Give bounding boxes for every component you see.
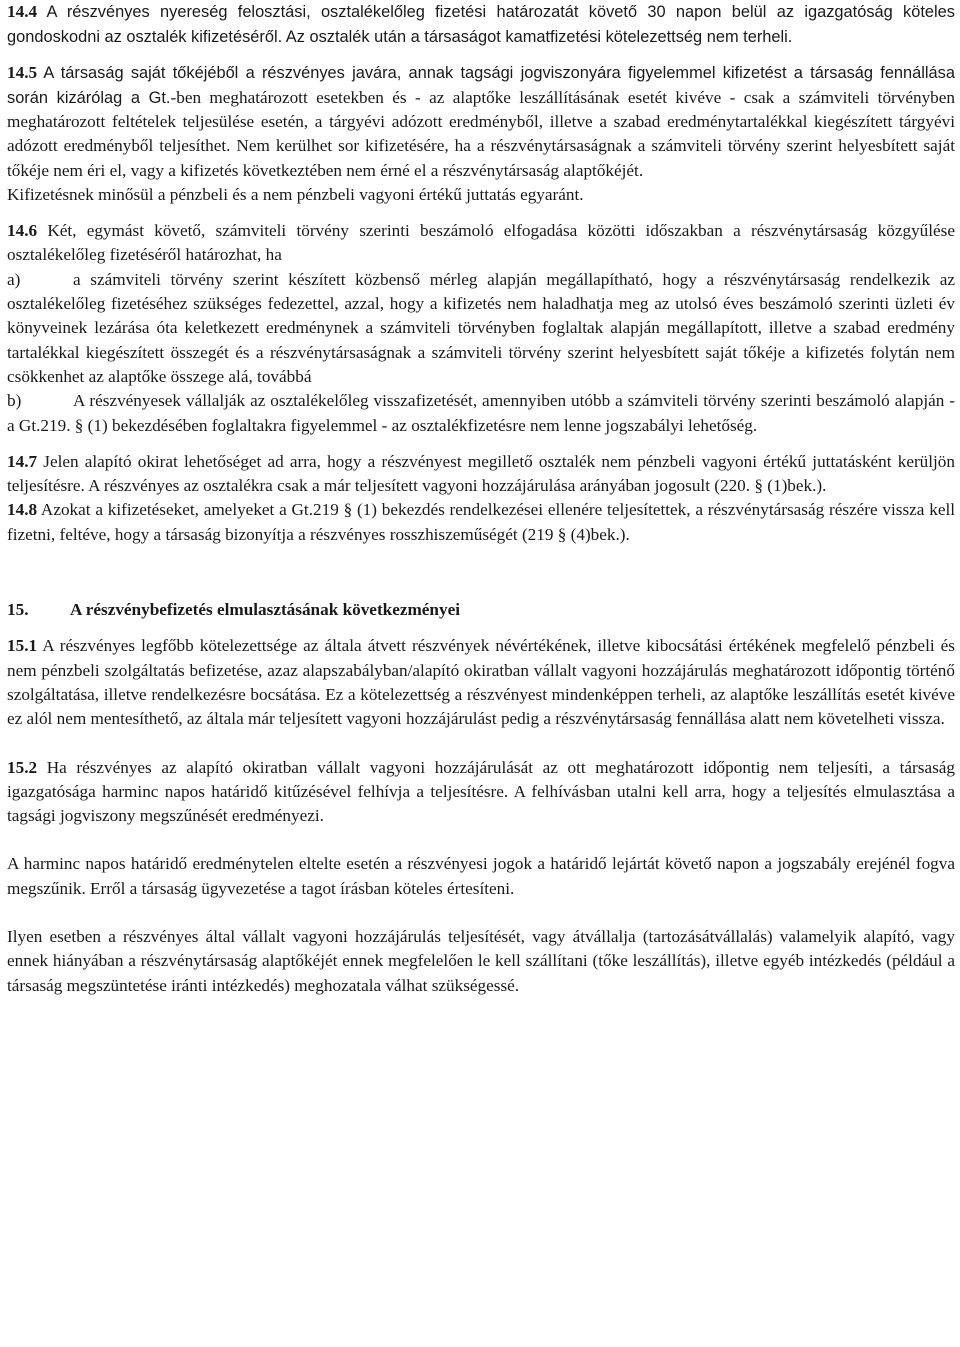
paragraph-number: 14.6 bbox=[7, 221, 38, 241]
paragraph-number: 15.2 bbox=[7, 757, 38, 777]
paragraph-14-7 bbox=[7, 450, 955, 499]
paragraph-14-5 bbox=[7, 61, 955, 183]
paragraph-14-4 bbox=[7, 0, 955, 49]
paragraph-consequence: Ilyen esetben a részvényes által vállalt vagyoni hozzájárulás teljesítését, vagy átvállalja (tartozásátvállalás) valamelyik alapító, vagy ennek hiányában a részvénytársaság alaptőkéjét ennek megfelelően le kell szállítani (tőke leszállítás), illetve egyéb intézkedés (például a társaság megszüntetése iránti intézkedés) meghozatala válhat szükségessé. bbox=[7, 927, 955, 995]
paragraph-number: 14.4 bbox=[7, 2, 38, 21]
item-label: a) bbox=[7, 269, 21, 289]
paragraph-text: Azokat a kifizetéseket, amelyeket a Gt.219 § (1) bekezdés rendelkezései ellenére teljesítettek, a részvénytársaság részére vissza kell fizetni, feltéve, hogy a társaság bizonyítja a részvényes rosszhiszeműségét (219 § (4)bek.). bbox=[7, 500, 955, 544]
paragraph-15-2 bbox=[7, 756, 955, 829]
paragraph-14-6-item-b bbox=[7, 389, 955, 438]
paragraph-14-6 bbox=[7, 219, 955, 268]
document-page bbox=[7, 0, 955, 998]
item-text: A részvényesek vállalják az osztalékelőleg visszafizetését, amennyiben utóbb a számviteli törvény szerinti beszámoló alapján - a Gt.219. § (1) bekezdésében foglaltakra figyelemmel - az osztalékfizetésre nem lenne jogszabályi lehetőség. bbox=[7, 391, 955, 435]
paragraph-15-1 bbox=[7, 634, 955, 731]
paragraph-number: 15.1 bbox=[7, 636, 38, 656]
paragraph-text: A társaság saját tőkéjéből a részvényes javára, annak tagsági jogviszonyára figyelemmel kifizetést a társaság fennállása során kizárólag a Gt. bbox=[7, 64, 955, 107]
paragraph-number: 14.5 bbox=[7, 63, 38, 82]
paragraph-14-5-note: Kifizetésnek minősül a pénzbeli és a nem pénzbeli vagyoni értékű juttatás egyaránt. bbox=[7, 184, 584, 204]
paragraph-text: A részvényes nyereség felosztási, osztalékelőleg fizetési határozatát követő 30 napon belül az igazgatóság köteles gondoskodni az osztalék kifizetéséről. Az osztalék után a társaságot kamatfizetési kötelezettség nem terheli. bbox=[7, 3, 955, 46]
item-label: b) bbox=[7, 391, 22, 411]
section-title: A részvénybefizetés elmulasztásának következményei bbox=[70, 600, 460, 620]
section-number: 15. bbox=[7, 600, 29, 620]
paragraph-number: 14.8 bbox=[7, 500, 38, 520]
paragraph-text: Jelen alapító okirat lehetőséget ad arra, hogy a részvényest megillető osztalék nem pénzbeli vagyoni értékű juttatásként kerüljön teljesítésre. A részvényes az osztalékra csak a már teljesített vagyoni hozzájárulása arányában jogosult (220. § (1)bek.). bbox=[7, 451, 955, 496]
paragraph-text-continued: -ben meghatározott esetekben és - az alaptőke leszállításának esetét kivéve - csak a számviteli törvényben meghatározott feltételek teljesülése esetén, a tárgyévi adózott eredményből, illetve a szabad eredménytartalékkal kiegészített tárgyévi adózott eredményből teljesíthet. Nem kerülhet sor kifizetésére, ha a részvénytársaságnak a számviteli törvény szerint helyesbített saját tőkéje nem éri el, vagy a kifizetés következtében nem érné el a részvénytársaság alaptőkéjét. bbox=[7, 87, 956, 180]
section-heading-15 bbox=[7, 598, 955, 622]
paragraph-text: Ha részvényes az alapító okiratban vállalt vagyoni hozzájárulását az ott meghatározott időpontig nem teljesíti, a társaság igazgatósága harminc napos határidő kitűzésével felhívja a teljesítésre. A felhívásban utalni kell arra, hogy a teljesítés elmulasztása a tagsági jogviszony megszűnését eredményezi. bbox=[7, 757, 955, 826]
paragraph-number: 14.7 bbox=[7, 451, 38, 471]
paragraph-text: Két, egymást követő, számviteli törvény szerinti beszámoló elfogadása közötti időszakban a részvénytársaság közgyűlése osztalékelőleg fizetéséről határozhat, ha bbox=[7, 221, 955, 265]
paragraph-text: A részvényes legfőbb kötelezettsége az általa átvett részvények névértékének, illetve kibocsátási értékének megfelelő pénzbeli és nem pénzbeli szolgáltatás befizetése, azaz alapszabályban/alapító okiratban vállalt vagyoni hozzájárulás meghatározott időpontig történő szolgáltatása, illetve rendelkezésre bocsátása. Ez a kötelezettség a részvényest mindenképpen terheli, az alaptőke leszállítás esetét kivéve ez alól nem mentesíthető, az általa már teljesített vagyoni hozzájárulást pedig a részvénytársaság fennállása alatt nem követelheti vissza. bbox=[7, 636, 955, 729]
paragraph-14-8 bbox=[7, 498, 955, 547]
paragraph-deadline: A harminc napos határidő eredménytelen eltelte esetén a részvényesi jogok a határidő lejártát követő napon a jogszabály erejénél fogva megszűnik. Erről a társaság ügyvezetése a tagot írásban köteles értesíteni. bbox=[7, 854, 955, 898]
item-text: a számviteli törvény szerint készített közbenső mérleg alapján megállapítható, hogy a részvénytársaság rendelkezik az osztalékelőleg fizetéséhez szükséges fedezettel, azzal, hogy a kifizetés nem haladhatja meg az utolsó éves beszámoló szerinti üzleti év könyveinek lezárása óta keletkezett eredménynek a számviteli törvényben foglaltak alapján megállapított, illetve a szabad eredmény tartalékkal kiegészített összegét és a részvénytársaságnak a számviteli törvény szerint helyesbített saját tőkéje a kifizetés folytán nem csökkenhet az alaptőke összege alá, továbbá bbox=[7, 269, 955, 386]
paragraph-14-6-item-a bbox=[7, 268, 955, 389]
